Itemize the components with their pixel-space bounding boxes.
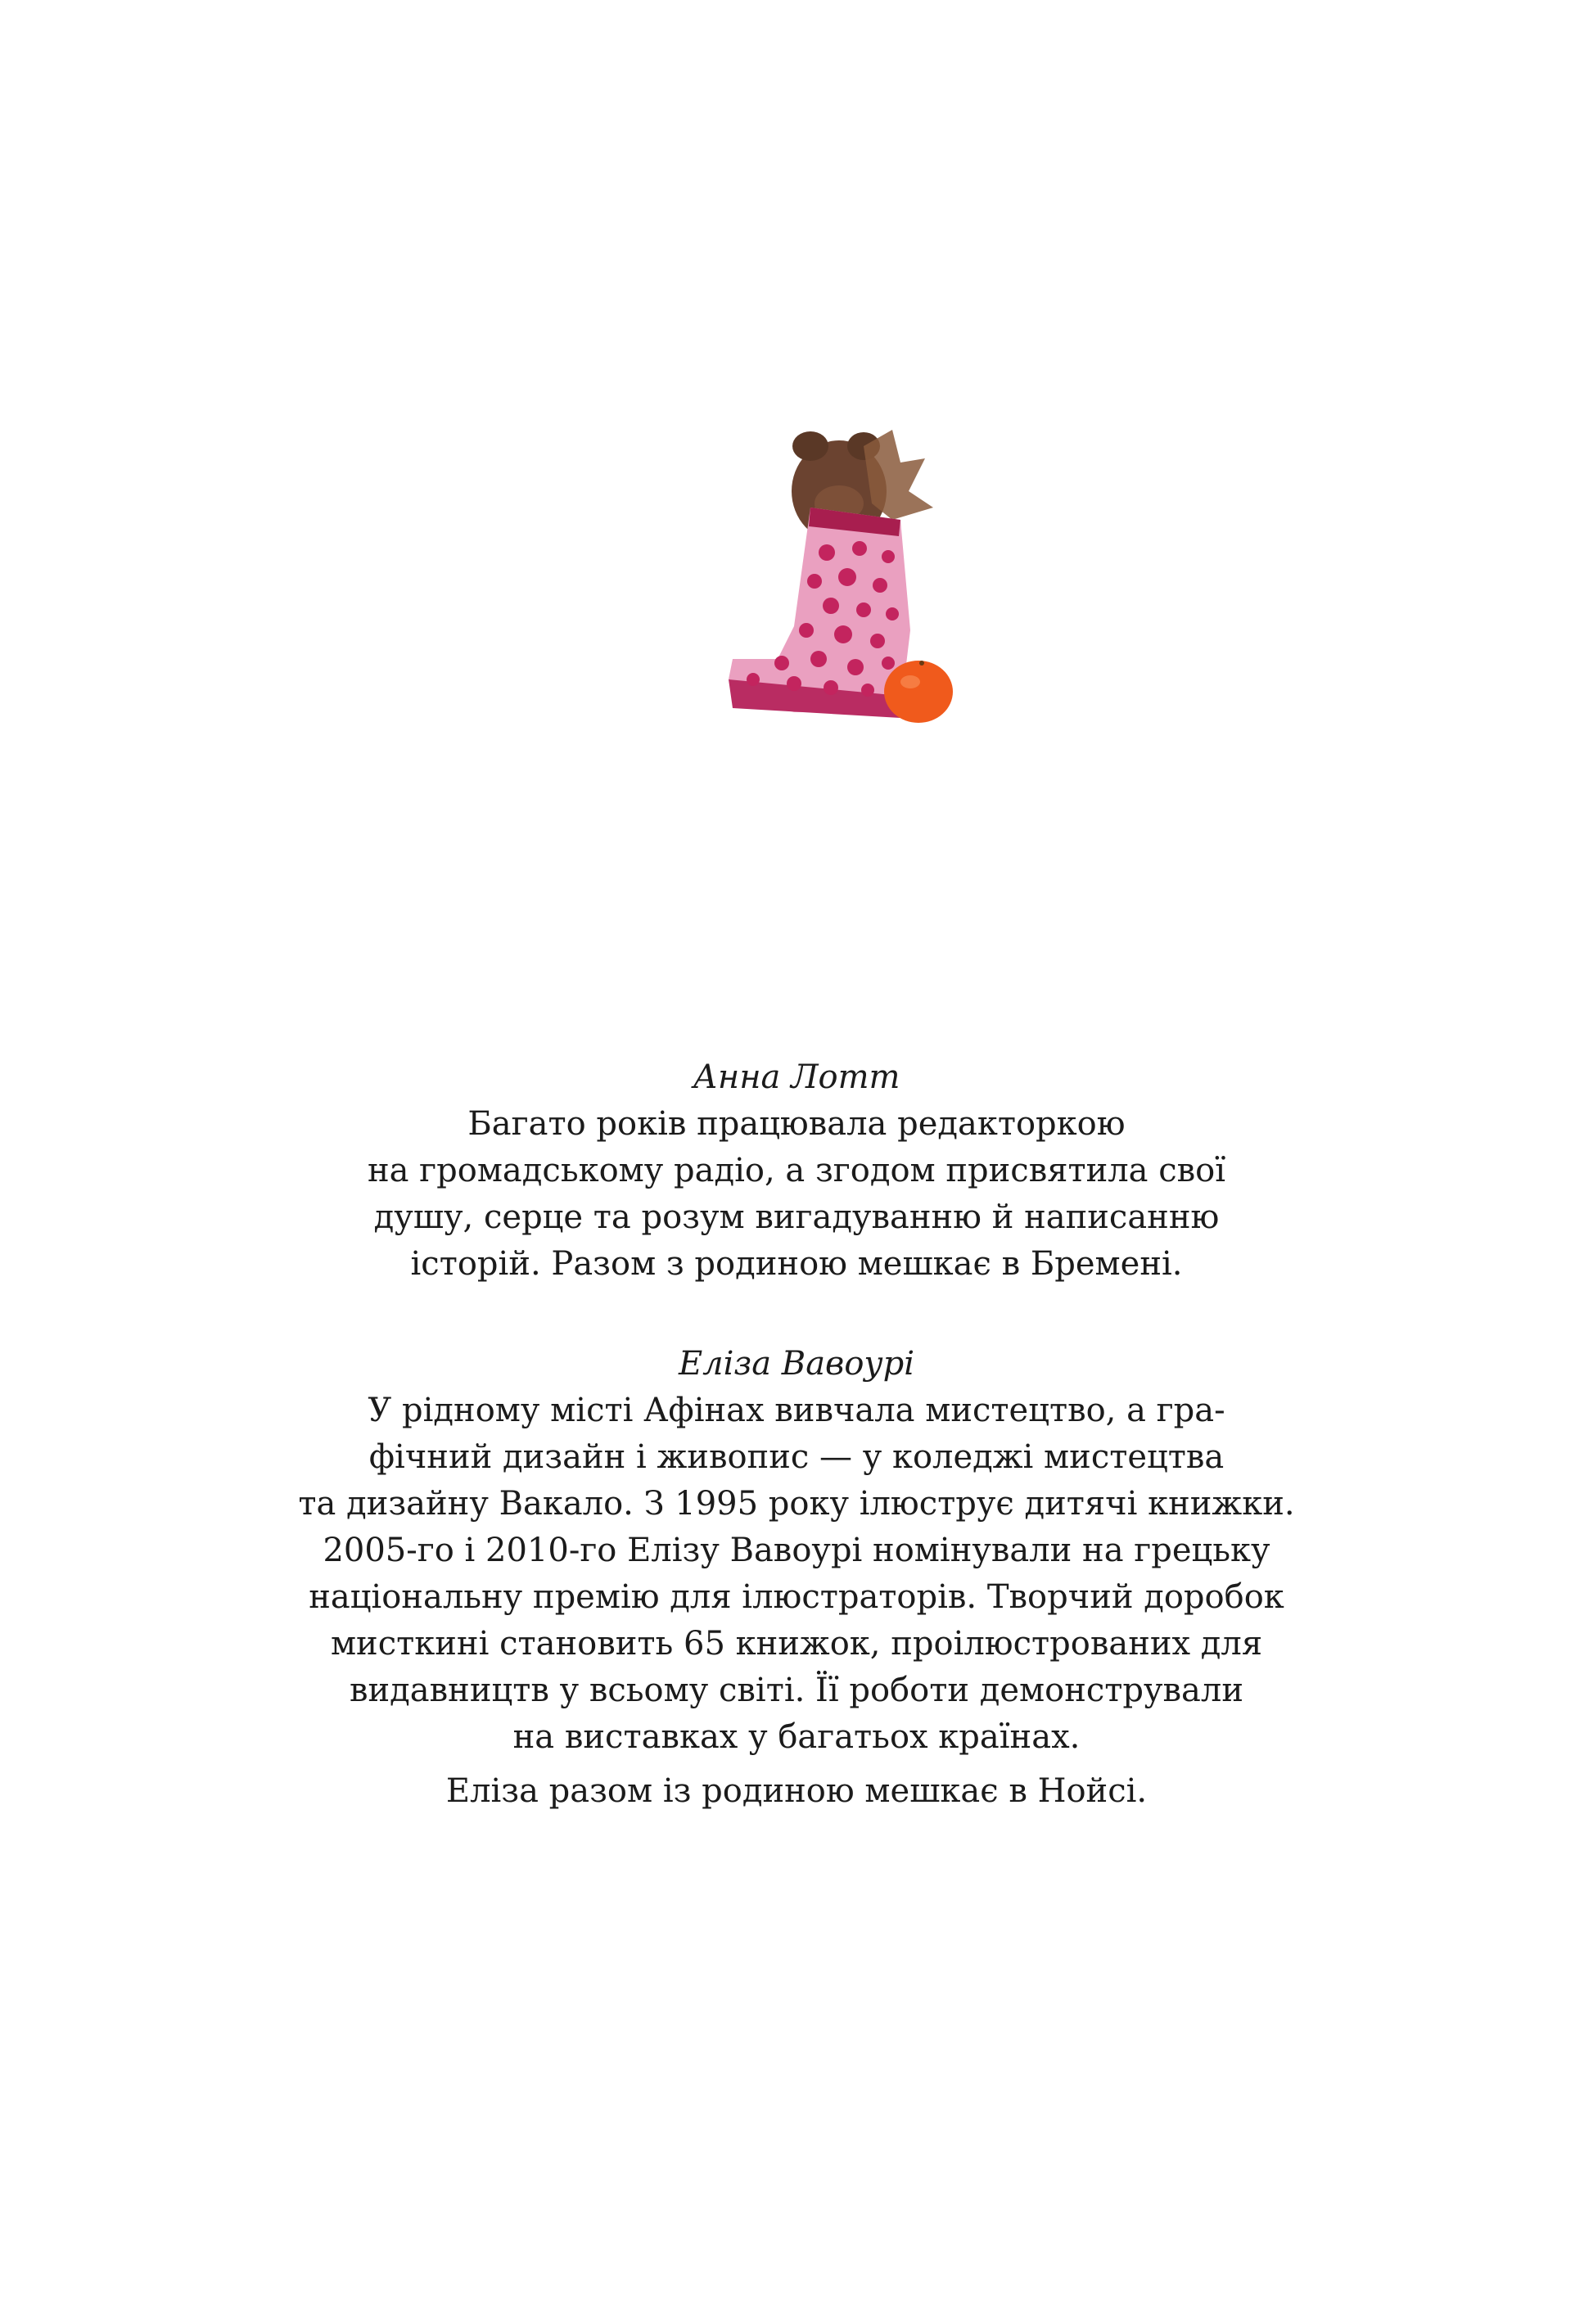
author-bio-eliza-vavouri xyxy=(0,1341,1593,1761)
bio-line: 2005-го і 2010-го Елізу Вавоурі номінували на грецьку xyxy=(323,1532,1270,1569)
author-bio-anna-lott xyxy=(0,1054,1593,1288)
bio-line: на виставках у багатьох країнах. xyxy=(512,1718,1081,1756)
author-name: Анна Лотт xyxy=(693,1058,900,1096)
author-name: Еліза Вавоурі xyxy=(678,1345,915,1383)
bio-line: історій. Разом з родиною мешкає в Бремені. xyxy=(410,1245,1183,1283)
bio-line: мисткині становить 65 книжок, проілюстрованих для xyxy=(330,1625,1263,1663)
bio-line: видавництв у всьому світі. Її роботи демонстрували xyxy=(350,1672,1243,1709)
bio-line: У рідному місті Афінах вивчала мистецтво, а гра- xyxy=(368,1392,1225,1429)
bio-line: Багато років працювала редакторкою xyxy=(467,1105,1126,1143)
tangerine-icon xyxy=(884,661,953,723)
closing-line: Еліза разом із родиною мешкає в Нойсі. xyxy=(445,1772,1148,1810)
bio-line: фічний дизайн і живопис — у коледжі мистецтва xyxy=(368,1438,1225,1476)
bio-line: на громадському радіо, а згодом присвятила свої xyxy=(367,1152,1226,1189)
boot-with-teddy-bear-and-tangerine-icon xyxy=(696,413,958,741)
bio-line: душу, серце та розум вигадуванню й написанню xyxy=(373,1198,1220,1236)
bio-line: та дизайну Вакало. З 1995 року ілюструє дитячі книжки. xyxy=(298,1485,1295,1523)
bio-line: національну премію для ілюстраторів. Творчий доробок xyxy=(309,1578,1284,1616)
rubber-boot-icon xyxy=(729,508,910,718)
boot-illustration xyxy=(696,413,958,741)
